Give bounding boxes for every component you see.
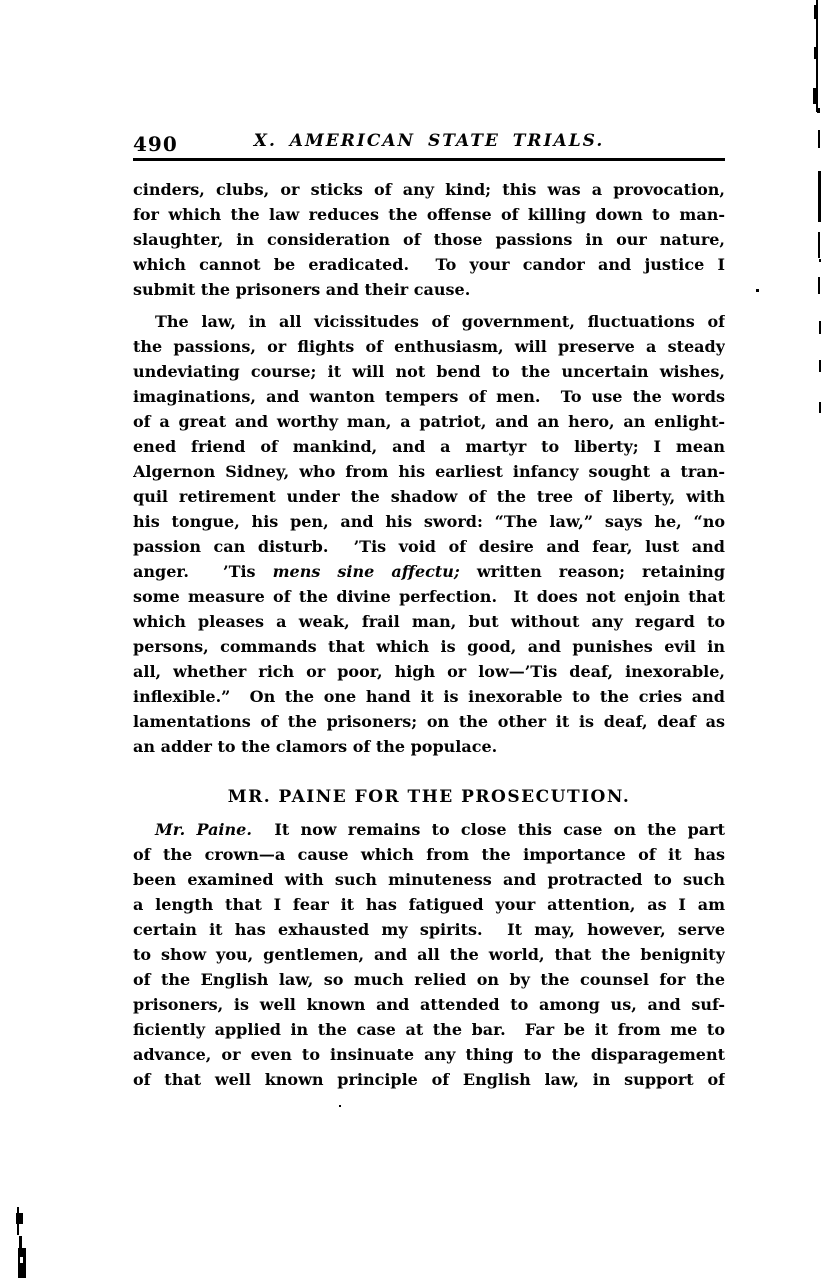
body-text-segment: to show you, gentlemen, and all the world, that the benignity (133, 945, 725, 964)
body-text-segment: undeviating course; it will not bend to the uncertain wishes, (133, 362, 725, 381)
text-line (133, 942, 725, 967)
body-text-segment: lamentations of the prisoners; on the other it is deaf, deaf as (133, 712, 725, 731)
body-text-segment: The law, in all vicissitudes of government, fluctuations of (155, 312, 725, 331)
italic-text: mens sine affectu; (272, 562, 460, 581)
body-text-segment: quil retirement under the shadow of the tree of liberty, with (133, 487, 725, 506)
header-rule (133, 158, 725, 161)
page-number: 490 (133, 132, 178, 156)
text-line (133, 227, 725, 252)
text-line (133, 177, 725, 202)
scan-artifact (20, 1257, 23, 1263)
scan-artifact (339, 1105, 341, 1107)
text-line (133, 277, 725, 302)
text-line (133, 709, 725, 734)
body-text-segment: cinders, clubs, or sticks of any kind; this was a provocation, (133, 180, 725, 199)
text-line (133, 1042, 725, 1067)
scan-artifact (818, 171, 821, 222)
scan-artifact (814, 5, 818, 19)
body-text-segment: It now remains to close this case on the part (251, 820, 725, 839)
text-line (133, 634, 725, 659)
body-text-segment: passion can disturb. ’Tis void of desire and fear, lust and (133, 537, 725, 556)
scan-artifact (819, 321, 821, 334)
text-line (133, 409, 725, 434)
scan-artifact (16, 1213, 23, 1224)
text-line (133, 309, 725, 334)
paragraph (133, 177, 725, 302)
scan-artifact (756, 289, 759, 292)
body-text-segment: of a great and worthy man, a patriot, and an hero, an enlight- (133, 412, 725, 431)
body-text-segment: Algernon Sidney, who from his earliest infancy sought a tran- (133, 462, 725, 481)
text-line (133, 202, 725, 227)
text-line (133, 734, 725, 759)
text-line (133, 659, 725, 684)
text-line (133, 534, 725, 559)
body-text-segment: slaughter, in consideration of those passions in our nature, (133, 230, 725, 249)
body-text-segment: which cannot be eradicated. To your candor and justice I (133, 255, 725, 274)
body-text-segment: prisoners, is well known and attended to among us, and suf- (133, 995, 725, 1014)
scan-artifact (817, 108, 820, 113)
body-text-segment: the passions, or flights of enthusiasm, will preserve a steady (133, 337, 725, 356)
running-title: X. AMERICAN STATE TRIALS. (253, 131, 605, 151)
body-text-segment: submit the prisoners and their cause. (133, 280, 471, 299)
body-text-segment: of that well known principle of English law, in support of (133, 1070, 725, 1089)
text-line (133, 459, 725, 484)
scan-artifact (819, 402, 821, 413)
scan-artifact (819, 360, 821, 372)
section-heading: MR. PAINE FOR THE PROSECUTION. (227, 787, 631, 807)
scan-artifact (818, 232, 820, 258)
paragraph (133, 309, 725, 759)
text-line (133, 892, 725, 917)
paragraph (133, 817, 725, 1092)
italic-text: Mr. Paine. (155, 820, 252, 839)
page-header (133, 131, 725, 158)
text-line (133, 584, 725, 609)
body-text-segment: of the crown—a cause which from the importance of it has (133, 845, 725, 864)
text-line (133, 434, 725, 459)
text-line (133, 817, 725, 842)
scan-artifact (818, 277, 820, 294)
text-line (133, 967, 725, 992)
text-line (133, 334, 725, 359)
body-text-segment: certain it has exhausted my spirits. It may, however, serve (133, 920, 725, 939)
body-text-segment: ficiently applied in the case at the bar. Far be it from me to (133, 1020, 725, 1039)
scan-artifact (813, 88, 818, 104)
text-line (133, 684, 725, 709)
text-line (133, 484, 725, 509)
body-text-segment: persons, commands that which is good, and punishes evil in (133, 637, 725, 656)
text-column (133, 131, 725, 1092)
body-text-segment: an adder to the clamors of the populace. (133, 737, 498, 756)
body-text-segment: written reason; retaining (459, 562, 725, 581)
scan-artifact (819, 259, 821, 262)
text-line (133, 609, 725, 634)
body-text-segment: a length that I fear it has fatigued your attention, as I am (133, 895, 725, 914)
body-text-segment: ened friend of mankind, and a martyr to liberty; I mean (133, 437, 725, 456)
text-line (133, 359, 725, 384)
body-text-segment: some measure of the divine perfection. It does not enjoin that (133, 587, 725, 606)
text-line (133, 867, 725, 892)
text-line (133, 992, 725, 1017)
body-text-segment: advance, or even to insinuate any thing to the disparagement (133, 1045, 725, 1064)
body-text-segment: which pleases a weak, frail man, but without any regard to (133, 612, 725, 631)
text-line (133, 1067, 725, 1092)
body-text-segment: been examined with such minuteness and protracted to such (133, 870, 725, 889)
text-line (133, 917, 725, 942)
text-line (133, 384, 725, 409)
body-text-segment: imaginations, and wanton tempers of men. To use the words (133, 387, 725, 406)
scan-artifact (18, 1248, 26, 1278)
body-text-segment: anger. ’Tis (133, 562, 273, 581)
text-line (133, 1017, 725, 1042)
text-line (133, 559, 725, 584)
body-text-segment: for which the law reduces the offense of killing down to man- (133, 205, 725, 224)
text-line (133, 842, 725, 867)
text-line (133, 252, 725, 277)
scan-artifact (818, 130, 820, 148)
text-line (133, 509, 725, 534)
body-text-segment: of the English law, so much relied on by the counsel for the (133, 970, 725, 989)
body-text-segment: inflexible.” On the one hand it is inexorable to the cries and (133, 687, 725, 706)
body-text-segment: his tongue, his pen, and his sword: “The law,” says he, “no (133, 512, 725, 531)
body-text-segment: all, whether rich or poor, high or low—’Tis deaf, inexorable, (133, 662, 725, 681)
body-text (133, 177, 725, 1092)
scan-artifact (814, 47, 818, 59)
